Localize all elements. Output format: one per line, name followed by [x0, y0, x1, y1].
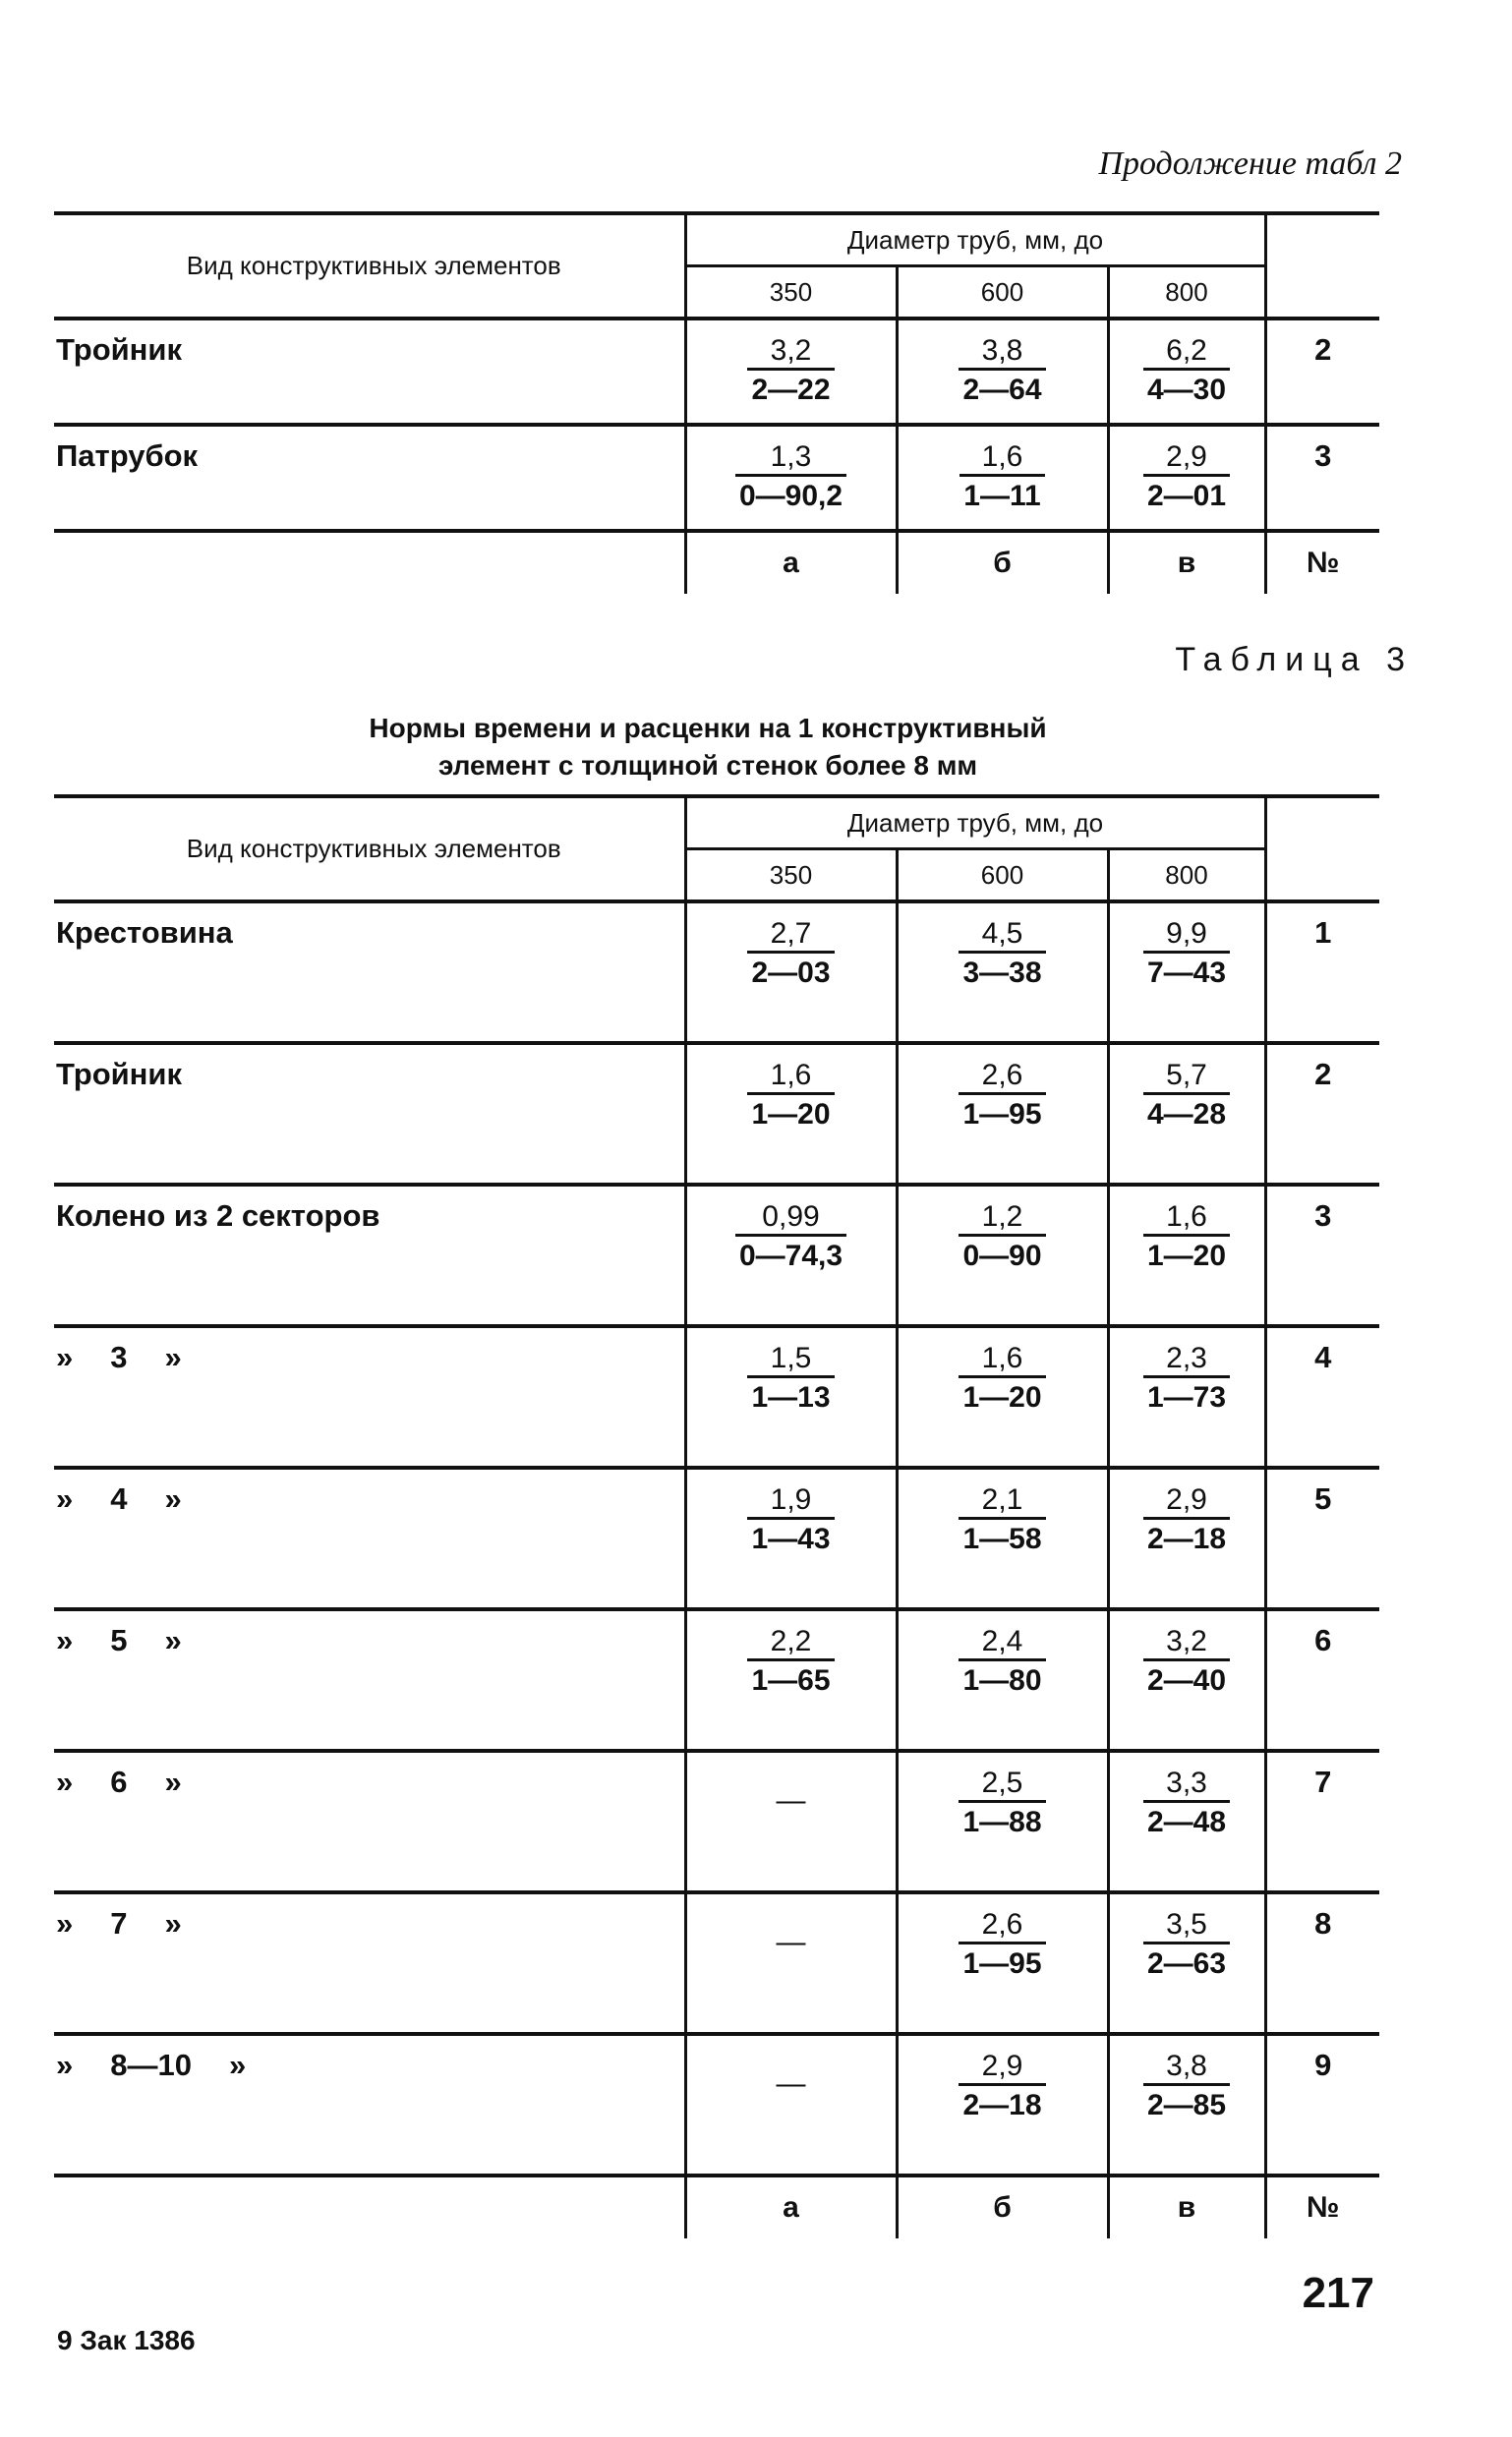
- footer-label-b: б: [897, 2176, 1108, 2238]
- value-fraction: $\frac{2,9}{2—18}$: [1143, 1483, 1230, 1559]
- footer-label-b: б: [897, 531, 1108, 594]
- ditto-mark: »: [56, 1623, 74, 1657]
- row-name: Колено из 2 секторов: [54, 1185, 685, 1326]
- value-fraction: $\frac{3,8}{2—64}$: [959, 334, 1045, 410]
- column-header-diameter: Диаметр труб, мм, до: [685, 213, 1265, 266]
- value-fraction: $\frac{1,6}{1—20}$: [959, 1342, 1045, 1418]
- row-number: 4: [1265, 1326, 1379, 1468]
- row-number: 1: [1265, 901, 1379, 1043]
- row-name: Тройник: [54, 1043, 685, 1185]
- value-fraction: $\frac{2,9}{2—18}$: [959, 2050, 1045, 2125]
- footer-label-no: №: [1265, 531, 1379, 594]
- footer-label-no: №: [1265, 2176, 1379, 2238]
- value-fraction: $\frac{2,2}{1—65}$: [747, 1625, 834, 1701]
- value-fraction: $\frac{3,5}{2—63}$: [1143, 1908, 1230, 1984]
- empty-value-dash: —: [776, 2067, 806, 2100]
- value-fraction: $\frac{9,9}{7—43}$: [1143, 917, 1230, 993]
- value-fraction: $\frac{2,4}{1—80}$: [959, 1625, 1045, 1701]
- ditto-mark: »: [56, 1906, 74, 1941]
- ditto-mark: »: [56, 2048, 74, 2082]
- row-number: 6: [1265, 1609, 1379, 1751]
- footer-label-a: а: [685, 531, 897, 594]
- value-fraction: $\frac{1,5}{1—13}$: [747, 1342, 834, 1418]
- ditto-mark: »: [164, 1623, 182, 1657]
- value-fraction: $\frac{3,2}{2—22}$: [747, 334, 834, 410]
- row-number: 8: [1265, 1892, 1379, 2034]
- table-2: [54, 211, 1379, 594]
- ditto-mark: »: [164, 1340, 182, 1374]
- value-fraction: $\frac{2,5}{1—88}$: [959, 1767, 1045, 1842]
- footer-label-v: в: [1108, 531, 1265, 594]
- column-header-350: 350: [685, 266, 897, 319]
- value-fraction: $\frac{4,5}{3—38}$: [959, 917, 1045, 993]
- page-number: 217: [1302, 2269, 1374, 2317]
- table-row: [54, 2034, 1379, 2176]
- ditto-mark: »: [56, 1340, 74, 1374]
- value-fraction: $\frac{1,2}{0—90}$: [959, 1200, 1045, 1276]
- row-name-ditto: [54, 1326, 685, 1468]
- value-fraction: $\frac{3,3}{2—48}$: [1143, 1767, 1230, 1842]
- footer-label-a: а: [685, 2176, 897, 2238]
- ditto-value: 5: [110, 1623, 128, 1657]
- table-3-title: Нормы времени и расценки на 1 конструктивный элемент с толщиной стенок более 8 мм: [369, 713, 1047, 781]
- table-row: [54, 901, 1379, 1043]
- value-fraction: $\frac{2,3}{1—73}$: [1143, 1342, 1230, 1418]
- value-fraction: $\frac{1,3}{0—90,2}$: [735, 440, 846, 516]
- row-name-ditto: [54, 1892, 685, 2034]
- value-fraction: $\frac{3,2}{2—40}$: [1143, 1625, 1230, 1701]
- value-fraction: $\frac{1,6}{1—20}$: [747, 1059, 834, 1134]
- column-header-600: 600: [897, 849, 1108, 902]
- value-fraction: $\frac{2,1}{1—58}$: [959, 1483, 1045, 1559]
- column-header-diameter: Диаметр труб, мм, до: [685, 796, 1265, 849]
- column-header-350: 350: [685, 849, 897, 902]
- row-name: Патрубок: [54, 425, 685, 531]
- empty-value-dash: —: [776, 1784, 806, 1817]
- value-fraction: $\frac{1,9}{1—43}$: [747, 1483, 834, 1559]
- value-fraction: $\frac{2,6}{1—95}$: [959, 1059, 1045, 1134]
- ditto-value: 6: [110, 1765, 128, 1799]
- row-number: 5: [1265, 1468, 1379, 1609]
- row-number: 3: [1265, 425, 1379, 531]
- table-row: [54, 1043, 1379, 1185]
- row-name: Тройник: [54, 319, 685, 425]
- ditto-mark: »: [164, 1906, 182, 1941]
- value-fraction: $\frac{1,6}{1—11}$: [960, 440, 1044, 516]
- value-fraction: $\frac{3,8}{2—85}$: [1143, 2050, 1230, 2125]
- ditto-value: 8—10: [110, 2048, 192, 2082]
- ditto-value: 4: [110, 1481, 128, 1516]
- row-name: Крестовина: [54, 901, 685, 1043]
- table-3-label: Таблица 3: [1175, 641, 1414, 678]
- row-name-ditto: [54, 2034, 685, 2176]
- row-number: 2: [1265, 1043, 1379, 1185]
- value-fraction: $\frac{1,6}{1—20}$: [1143, 1200, 1230, 1276]
- table-row: [54, 1185, 1379, 1326]
- ditto-mark: »: [164, 1765, 182, 1799]
- value-fraction: $\frac{2,6}{1—95}$: [959, 1908, 1045, 1984]
- table-row: [54, 1751, 1379, 1892]
- row-number: 2: [1265, 319, 1379, 425]
- empty-value-dash: —: [776, 1926, 806, 1958]
- table-row: [54, 425, 1379, 531]
- table-row: [54, 1468, 1379, 1609]
- column-header-name: Вид конструктивных элементов: [54, 213, 685, 319]
- table-row: [54, 1892, 1379, 2034]
- row-number: 7: [1265, 1751, 1379, 1892]
- print-order-note: 9 Зак 1386: [57, 2325, 196, 2355]
- column-header-800: 800: [1108, 849, 1265, 902]
- ditto-value: 3: [110, 1340, 128, 1374]
- ditto-value: 7: [110, 1906, 128, 1941]
- footer-label-v: в: [1108, 2176, 1265, 2238]
- table-row: [54, 1326, 1379, 1468]
- row-number: 9: [1265, 2034, 1379, 2176]
- row-number: 3: [1265, 1185, 1379, 1326]
- value-fraction: $\frac{5,7}{4—28}$: [1143, 1059, 1230, 1134]
- row-name-ditto: [54, 1609, 685, 1751]
- ditto-mark: »: [56, 1765, 74, 1799]
- value-fraction: $\frac{2,7}{2—03}$: [747, 917, 834, 993]
- value-fraction: $\frac{2,9}{2—01}$: [1143, 440, 1230, 516]
- table-3: [54, 794, 1379, 2238]
- column-header-800: 800: [1108, 266, 1265, 319]
- ditto-mark: »: [228, 2048, 247, 2082]
- column-header-600: 600: [897, 266, 1108, 319]
- row-name-ditto: [54, 1468, 685, 1609]
- ditto-mark: »: [164, 1481, 182, 1516]
- column-header-name: Вид конструктивных элементов: [54, 796, 685, 901]
- table-row: [54, 319, 1379, 425]
- table-row: [54, 1609, 1379, 1751]
- value-fraction: $\frac{6,2}{4—30}$: [1143, 334, 1230, 410]
- continuation-label: Продолжение табл 2: [1098, 145, 1402, 182]
- row-name-ditto: [54, 1751, 685, 1892]
- ditto-mark: »: [56, 1481, 74, 1516]
- value-fraction: $\frac{0,99}{0—74,3}$: [735, 1200, 846, 1276]
